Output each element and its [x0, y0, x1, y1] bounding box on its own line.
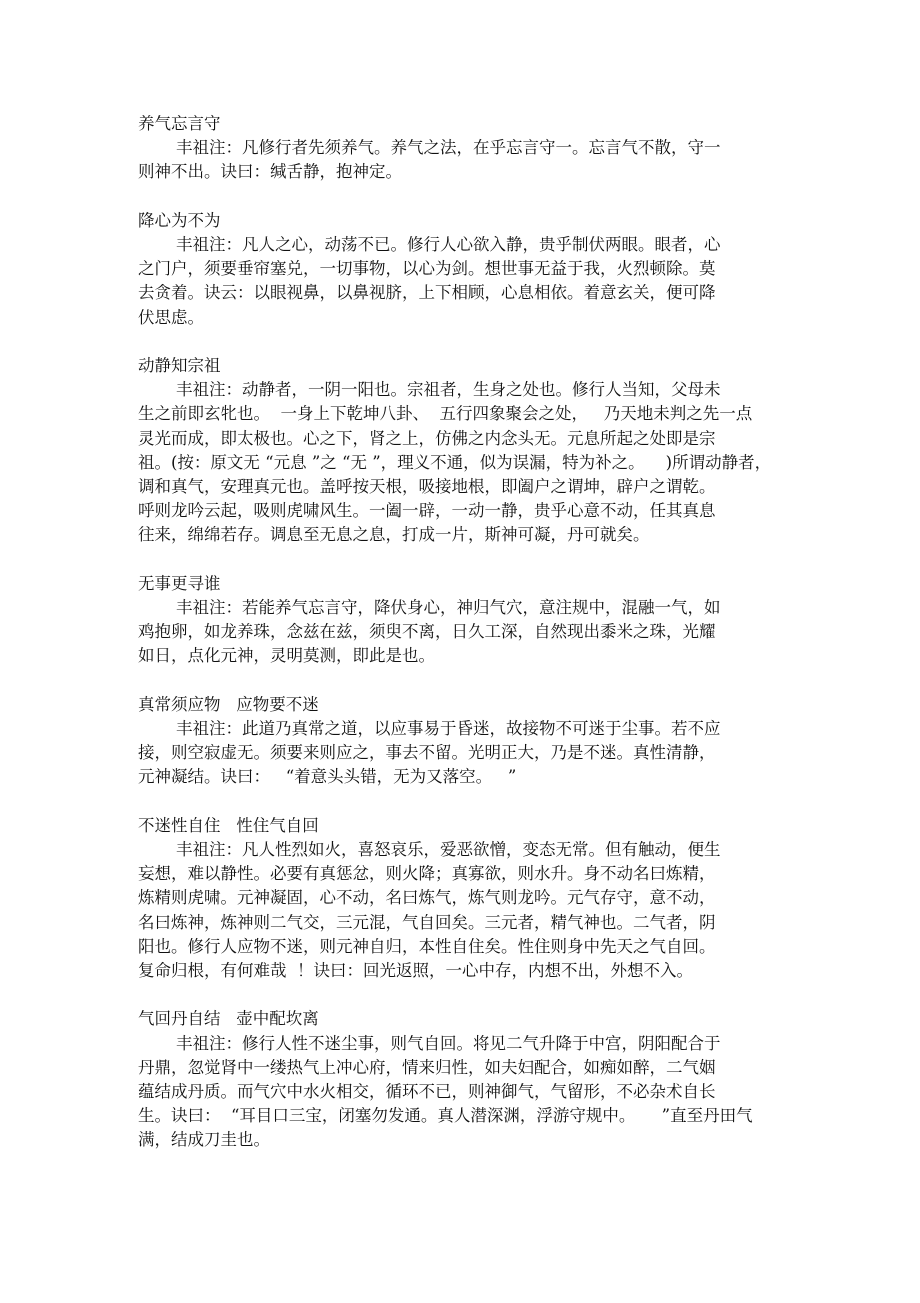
body-line: 去贪着。诀云：以眼视鼻，以鼻视脐，上下相顾，心息相依。着意玄关，便可降	[138, 283, 716, 303]
section-title: 养气忘言守	[138, 114, 221, 133]
body-line: 妄想，难以静性。必要有真惩忿，则火降；真寡欲，则水升。身不动名曰炼精，	[138, 864, 716, 884]
body-line: 蕴结成丹质。而气穴中水火相交，循环不已，则神御气，气留形，不必杂术自长	[138, 1082, 716, 1102]
body-line: 丰祖注：此道乃真常之道，以应事易于昏迷，故接物不可迷于尘事。若不应	[176, 719, 721, 739]
body-line: 调和真气，安理真元也。盖呼按天根，吸接地根，即阖户之谓坤，辟户之谓乾。	[138, 477, 716, 497]
body-line: 生之前即玄牝也。 一身上下乾坤八卦、 五行四象聚会之处， 乃天地未判之先一点	[138, 404, 753, 424]
document-page	[138, 112, 788, 1177]
section-title: 降心为不为	[138, 210, 221, 230]
body-line: 则神不出。诀曰：缄舌静，抱神定。	[138, 162, 402, 182]
body-line: 往来，绵绵若存。调息至无息之息，打成一片，斯神可凝，丹可就矣。	[138, 525, 650, 545]
body-line: 丰祖注：凡人之心，动荡不已。修行人心欲入静，贵乎制伏两眼。眼者，心	[176, 235, 721, 254]
section-zhenchang	[138, 693, 788, 790]
section-qihui	[138, 1007, 788, 1152]
body-line: 满，结成刀圭也。	[138, 1130, 270, 1150]
section-dongjing	[138, 354, 788, 548]
body-line: 鸡抱卵，如龙养珠，念兹在兹，须臾不离，日久工深，自然现出黍米之珠，光耀	[138, 622, 716, 642]
body-line: 名曰炼神，炼神则二气交，三元混，气自回矣。三元者，精气神也。二气者，阴	[138, 912, 716, 932]
section-title: 气回丹自结 壶中配坎离	[138, 1009, 319, 1029]
section-title: 不迷性自住 性住气自回	[138, 815, 319, 835]
section-yangqi	[138, 112, 788, 185]
body-line: 丰祖注：修行人性不迷尘事，则气自回。将见二气升降于中宫，阴阳配合于	[176, 1033, 721, 1053]
body-line: 丰祖注：动静者，一阴一阳也。宗祖者，生身之处也。修行人当知，父母未	[176, 380, 721, 400]
body-line: 呼则龙吟云起，吸则虎啸风生。一阖一辟，一动一静，贵乎心意不动，任其真息	[138, 501, 716, 521]
section-jiangxin	[138, 209, 788, 330]
body-line: 丰祖注：凡修行者先须养气。养气之法，在乎忘言守一。忘言气不散，守一	[176, 138, 721, 158]
body-line: 丰祖注：凡人性烈如火，喜怒哀乐，爱恶欲憎，变态无常。但有触动，便生	[176, 840, 721, 860]
body-line: 阳也。修行人应物不迷，则元神自归，本性自住矣。性住则身中先天之气自回。	[138, 936, 716, 956]
body-line: 祖。(按：原文无 “元息 ”之 “无 ”，理义不通，似为误漏，特为补之。 )所谓动静者，	[138, 452, 772, 472]
body-line: 丹鼎，忽觉肾中一缕热气上冲心府，情来归性，如夫妇配合，如痴如醉，二气姻	[138, 1057, 716, 1077]
section-title: 动静知宗祖	[138, 356, 221, 375]
body-line: 如日，点化元神，灵明莫测，即此是也。	[138, 646, 435, 666]
body-line: 复命归根，有何难哉 ！诀曰：回光返照，一心中存，内想不出，外想不入。	[138, 961, 693, 981]
section-bumi	[138, 814, 788, 983]
body-line: 灵光而成，即太极也。心之下，肾之上，仿佛之内念头无。元息所起之处即是宗	[138, 428, 716, 448]
body-line: 生。诀曰： “耳目口三宝，闭塞勿发通。真人潜深渊，浮游守规中。 ”直至丹田气	[138, 1106, 753, 1126]
body-line: 元神凝结。诀曰： “着意头头错，无为又落空。 ”	[138, 767, 517, 787]
section-title: 无事更寻谁	[138, 573, 221, 593]
section-wushi	[138, 572, 788, 669]
section-title: 真常须应物 应物要不迷	[138, 694, 319, 714]
body-line: 之门户，须要垂帘塞兑，一切事物，以心为剑。想世事无益于我，火烈顿除。莫	[138, 259, 716, 279]
body-line: 伏思虑。	[138, 307, 204, 327]
body-line: 接，则空寂虚无。须要来则应之，事去不留。光明正大，乃是不迷。真性清静，	[138, 743, 716, 763]
body-line: 丰祖注：若能养气忘言守，降伏身心，神归气穴，意注规中，混融一气，如	[176, 598, 721, 618]
body-line: 炼精则虎啸。元神凝固，心不动，名曰炼气，炼气则龙吟。元气存守，意不动，	[138, 888, 716, 908]
